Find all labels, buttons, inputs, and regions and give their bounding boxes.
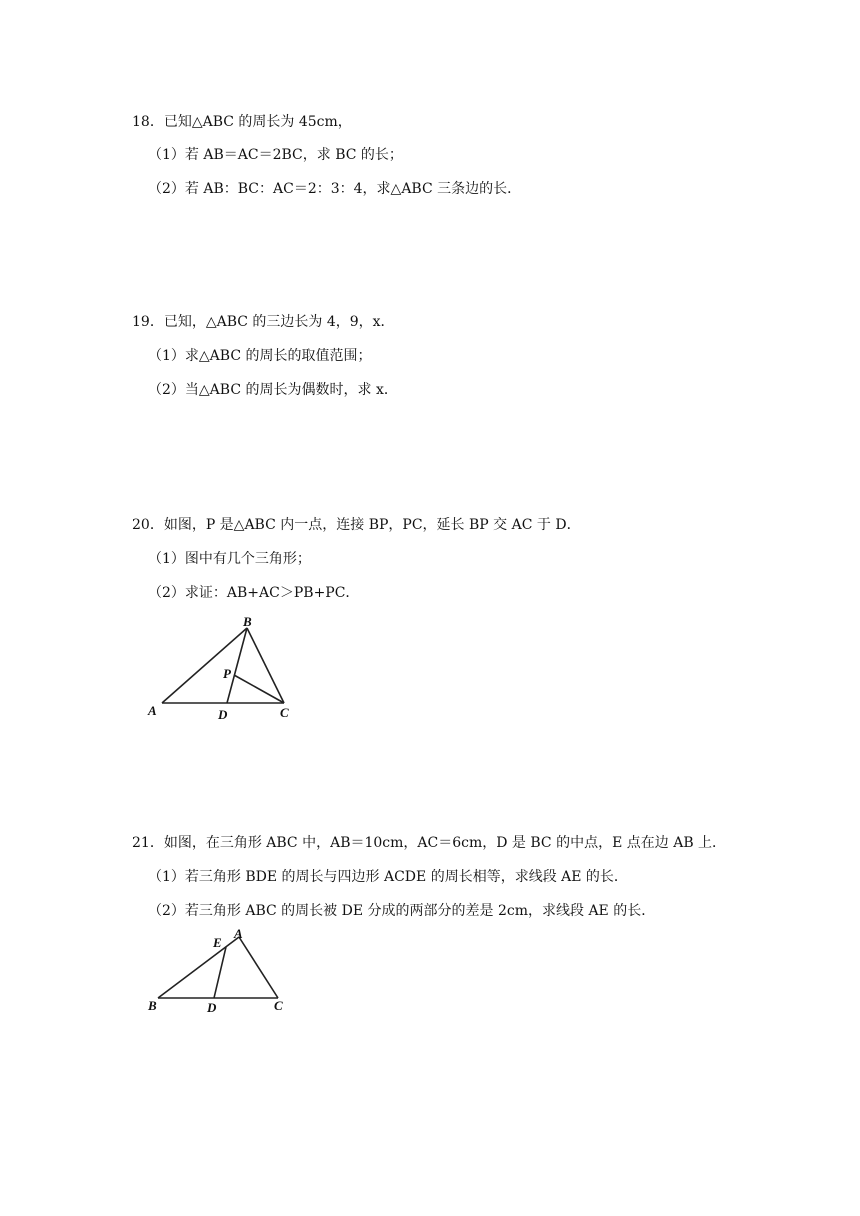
problem-18-part-2: （2）若 AB：BC：AC＝2：3：4，求△ABC 三条边的长． xyxy=(148,181,522,197)
problem-20-part-2: （2）求证：AB+AC＞PB+PC． xyxy=(148,585,360,601)
figure-20-triangle xyxy=(140,610,310,729)
segment-ac xyxy=(239,937,278,998)
label-p: P xyxy=(223,666,231,681)
label-a: A xyxy=(234,926,243,941)
problem-18-part-1: （1）若 AB＝AC＝2BC，求 BC 的长； xyxy=(148,147,403,163)
label-c: C xyxy=(280,705,289,720)
label-c: C xyxy=(274,998,283,1013)
problem-19-part-1: （1）求△ABC 的周长的取值范围； xyxy=(148,348,372,364)
label-b: B xyxy=(148,998,157,1013)
figure-21-triangle xyxy=(140,922,310,1026)
problem-21-part-2: （2）若三角形 ABC 的周长被 DE 分成的两部分的差是 2cm，求线段 AE 的长． xyxy=(148,903,656,919)
label-d: D xyxy=(218,707,228,722)
label-d: D xyxy=(207,1000,217,1015)
problem-20-stem: 20．如图，P 是△ABC 内一点，连接 BP，PC，延长 BP 交 AC 于 D． xyxy=(132,517,581,533)
problem-21-stem: 21．如图，在三角形 ABC 中，AB＝10cm，AC＝6cm，D 是 BC 的中点，E 点在边 AB 上． xyxy=(132,835,727,851)
problem-19-stem: 19．已知，△ABC 的三边长为 4，9，x． xyxy=(132,314,395,330)
problem-21-part-1: （1）若三角形 BDE 的周长与四边形 ACDE 的周长相等，求线段 AE 的长． xyxy=(148,869,628,885)
segment-ab xyxy=(162,628,247,703)
problem-19-part-2: （2）当△ABC 的周长为偶数时，求 x． xyxy=(148,382,398,398)
segment-ba xyxy=(158,937,239,998)
problem-18-stem: 18．已知△ABC 的周长为 45cm， xyxy=(132,114,352,130)
label-e: E xyxy=(213,935,222,950)
problem-20-part-1: （1）图中有几个三角形； xyxy=(148,551,311,567)
label-b: B xyxy=(243,614,252,629)
label-a: A xyxy=(148,703,157,718)
